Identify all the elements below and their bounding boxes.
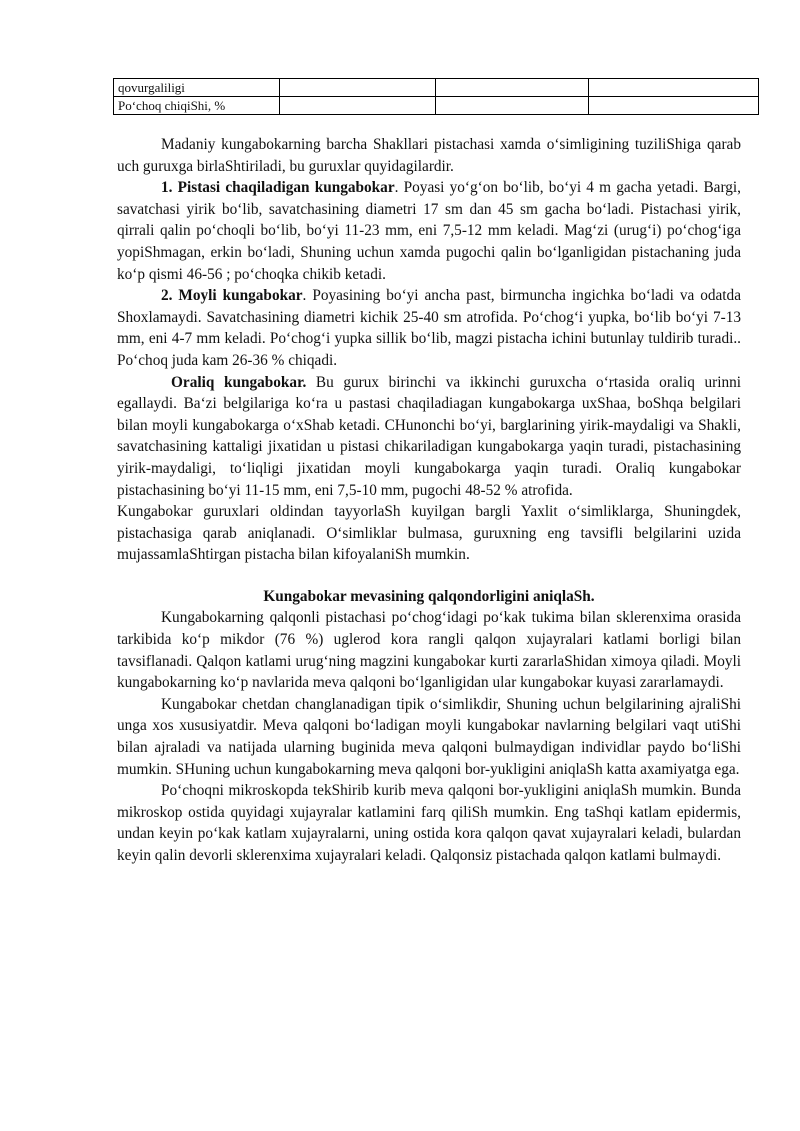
group-1-title: 1. Pistasi chaqiladigan kungabokar xyxy=(161,179,395,197)
table-row xyxy=(114,79,759,97)
group-1-text: . Poyasi yo‘g‘on bo‘lib, bo‘yi 4 m gacha yetadi. Bargi, savatchasi yirik bo‘lib, savatchasining diametri 17 sm dan 45 sm gacha bo‘ladi. Pistachasi yirik, qirrali qalin po‘choqli bo‘lib, bo‘yi 11-23 mm, eni 7,5-12 mm keladi. Mag‘zi (urug‘i) po‘chog‘iga yopiShmagan, erkin bo‘ladi, Shuning uchun xamda pugochi qalin bo‘lganligidan pistachaning juda ko‘p qismi 46-56 ; po‘choqka chikib ketadi. xyxy=(117,179,741,283)
table-cell xyxy=(589,79,759,97)
paragraph-groups-summary: Kungabokar guruxlari oldindan tayyorlaSh kuyilgan bargli Yaxlit o‘simliklarga, Shuningdek, pistachasiga qarab aniqlanadi. O‘simliklar bulmasa, guruxning eng tavsifli belgilarini uzida mujassamlaShtirgan pistacha bilan kifoyalaniSh mumkin. xyxy=(117,503,741,564)
paragraph-intro: Madaniy kungabokarning barcha Shakllari pistachasi xamda o‘simligining tuziliShiga qarab uch guruxga birlaShtiriladi, bu guruxlar quyidagilardir. xyxy=(117,136,741,175)
table-cell xyxy=(280,79,436,97)
table-cell xyxy=(436,79,589,97)
body-text xyxy=(117,134,741,867)
table-cell: qovurgaliligi xyxy=(114,79,280,97)
group-3-title: Oraliq kungabokar. xyxy=(171,373,307,391)
table-cell xyxy=(436,97,589,115)
table-cell xyxy=(589,97,759,115)
group-2-title: 2. Moyli kungabokar xyxy=(161,287,303,305)
table-row xyxy=(114,97,759,115)
table-cell xyxy=(280,97,436,115)
group-2-text: . Poyasining bo‘yi ancha past, birmuncha ingichka bo‘ladi va odatda Shoxlamaydi. Savatchasining diametri kichik 25-40 sm atrofida. Po‘chog‘i yupka, bo‘lib bo‘yi 7-13 mm, eni 4-7 mm keladi. Po‘chog‘i yupka sillik bo‘lib, magzi pistacha ichini butunlay tuldirib turadi.. Po‘choq juda kam 26-36 % chiqadi. xyxy=(117,287,741,369)
paragraph-group-3 xyxy=(117,372,741,502)
paragraph-microscope: Po‘choqni mikroskopda tekShirib kurib meva qalqoni bor-yukligini aniqlaSh mumkin. Bunda mikroskop ostida quyidagi xujayralar katlamini farq qiliSh mumkin. Eng taShqi katlam epidermis, undan keyin po‘kak katlam xujayralarni, uning ostida kora qalqon qavat xujayralari keladi, bulardan keyin qalin devorli sklerenxima xujayralari keladi. Qalqonsiz pistachada qalqon katlami bulmaydi. xyxy=(117,782,741,864)
paragraph-pollination: Kungabokar chetdan changlanadigan tipik o‘simlikdir, Shuning uchun belgilarining ajraliShi unga xos xususiyatdir. Meva qalqoni bo‘ladigan moyli kungabokar navlarning belgilari vaqt utiShi bilan ajraladi va natijada ularning buginida meva qalqoni bulmaydigan individlar paydo bo‘liShi mumkin. SHuning uchun kungabokarning meva qalqoni bor-yukligini aniqlaSh katta axamiyatga ega. xyxy=(117,695,741,778)
paragraph-shell: Kungabokarning qalqonli pistachasi po‘chog‘idagi po‘kak tukima bilan sklerenxima orasida tarkibida ko‘p mikdor (76 %) uglerod kora rangli qalqon xujayralari katlami borligi bilan tavsiflanadi. Qalqon katlami urug‘ning magzini kungabokar kurti zararlaShidan ximoya qiladi. Moyli kungabokarning ko‘p navlarida meva qalqoni bo‘lganligidan ular kungabokar kuyasi zararlamaydi. xyxy=(117,609,741,692)
group-3-text: Bu gurux birinchi va ikkinchi guruxcha o‘rtasida oraliq urinni egallaydi. Ba‘zi belgilariga ko‘ra u pastasi chaqiladiagan kungabokarga uxShaa, boShqa belgilari bilan moyli kungabokarga o‘xShab ketadi. CHunonchi bo‘yi, barglarining yirik-maydaligi va Shakli, savatchasining kattaligi jixatidan u pistasi chikariladigan kungabokarga yaqin turadi, pistachasining yirik-maydaligi, to‘liqligi jixatidan moyli kungabokarga yaqin turadi. Oraliq kungabokar pistachasining bo‘yi 11-15 mm, eni 7,5-10 mm, pugochi 48-52 % atrofida. xyxy=(117,373,741,499)
paragraph-group-1 xyxy=(117,177,741,285)
section-heading: Kungabokar mevasining qalqondorligini aniqlaSh. xyxy=(263,587,595,605)
data-table xyxy=(113,78,759,115)
table-cell: Po‘choq chiqiShi, % xyxy=(114,97,280,115)
paragraph-group-2 xyxy=(117,285,741,371)
